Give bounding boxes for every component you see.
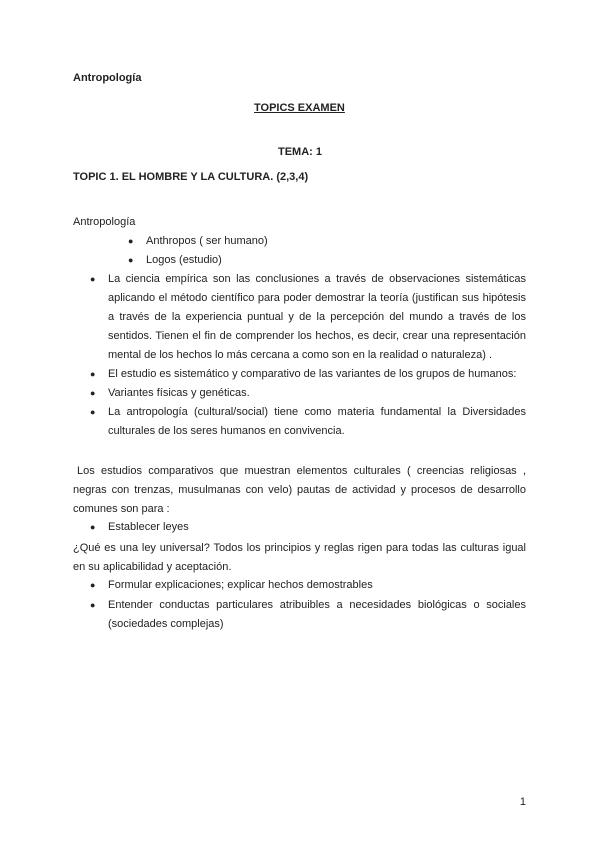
bullet-entender-conductas: Entender conductas particulares atribuibles a necesidades biológicas o sociales (sociedades complejas) bbox=[108, 599, 526, 630]
page-number: 1 bbox=[519, 796, 526, 808]
document-title: TOPICS EXAMEN bbox=[254, 102, 345, 114]
bullet-icon: ● bbox=[90, 600, 96, 610]
sub-bullet-anthropos: Anthropos ( ser humano) bbox=[146, 235, 268, 247]
bullet-icon: ● bbox=[90, 580, 96, 590]
document-heading: Antropología bbox=[73, 72, 142, 84]
bullet-icon: ● bbox=[90, 369, 96, 379]
tema-label: TEMA: 1 bbox=[278, 146, 322, 158]
bullet-ciencia-empirica: La ciencia empírica son las conclusiones a través de observaciones sistemáticas aplicando el método científico para poder demostrar la teoría (justifican sus hipótesis a través de la experiencia puntual y de la percepción del mundo a través de los sentidos. Tienen el fin de comprender los hechos, es decir, crear una representación mental de los hechos lo más cercana a como son en la realidad o naturaleza) . bbox=[108, 273, 526, 361]
bullet-icon: ● bbox=[90, 522, 96, 532]
bullet-estudio-sistematico: El estudio es sistemático y comparativo de las variantes de los grupos de humanos: bbox=[108, 368, 517, 380]
bullet-icon: ● bbox=[90, 388, 96, 398]
topic-heading: TOPIC 1. EL HOMBRE Y LA CULTURA. (2,3,4) bbox=[73, 171, 309, 183]
bullet-formular-explicaciones: Formular explicaciones; explicar hechos demostrables bbox=[108, 579, 373, 591]
paragraph-ley-universal: ¿Qué es una ley universal? Todos los principios y reglas rigen para todas las culturas igual en su aplicabilidad y aceptación. bbox=[73, 542, 526, 573]
bullet-variantes-fisicas: Variantes físicas y genéticas. bbox=[108, 387, 250, 399]
bullet-icon: ● bbox=[128, 236, 134, 246]
bullet-establecer-leyes: Establecer leyes bbox=[108, 521, 189, 533]
sub-bullet-logos: Logos (estudio) bbox=[146, 254, 222, 266]
paragraph-estudios-comparativos: Los estudios comparativos que muestran elementos culturales ( creencias religiosas , negras con trenzas, musulmanas con velo) pautas de actividad y procesos de desarrollo comunes son para : bbox=[73, 465, 526, 515]
bullet-icon: ● bbox=[90, 407, 96, 417]
bullet-icon: ● bbox=[90, 274, 96, 284]
bullet-icon: ● bbox=[128, 255, 134, 265]
bullet-antropologia-cultural: La antropología (cultural/social) tiene como materia fundamental la Diversidades culturales de los seres humanos en convivencia. bbox=[108, 406, 526, 437]
section-label: Antropología bbox=[73, 216, 136, 228]
